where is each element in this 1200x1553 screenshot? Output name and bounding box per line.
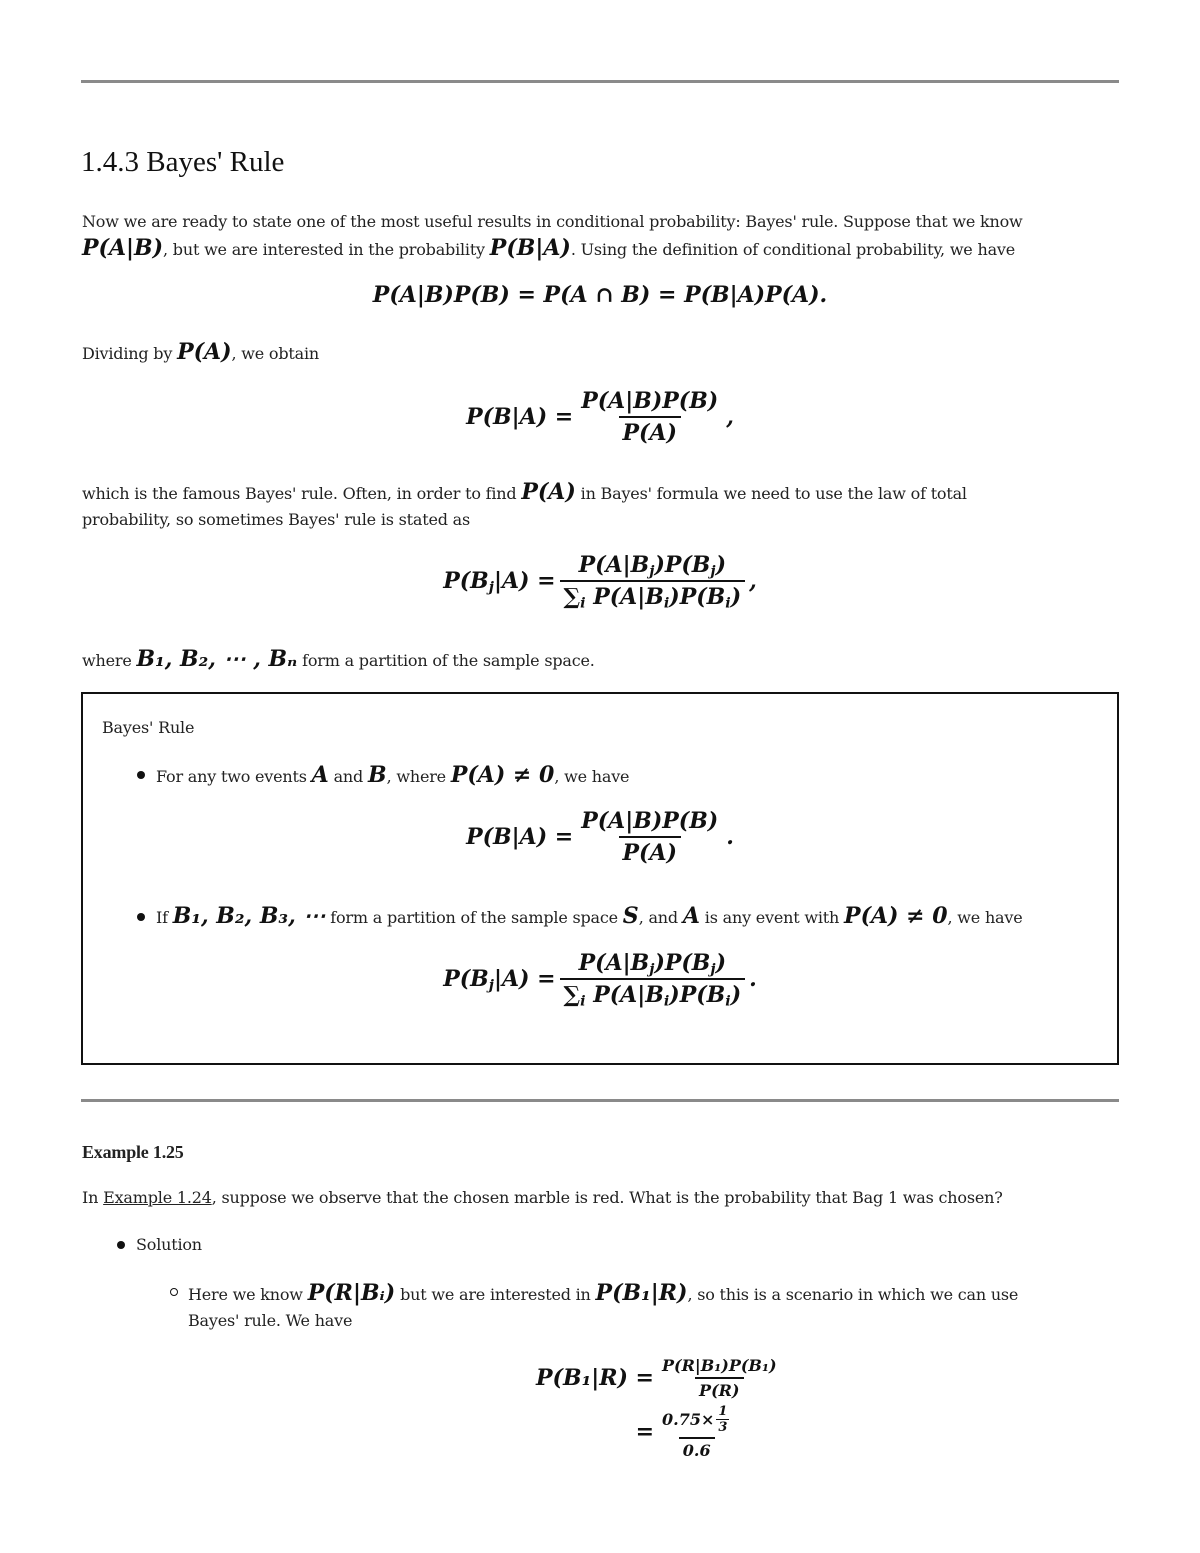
math-p-r-given-bi: P(R|Bᵢ)	[307, 1280, 396, 1306]
dividing-line	[82, 338, 319, 368]
box-eq-b-lhs-end: |A) =	[493, 966, 556, 992]
final-eq-numerator: P(R|B₁)P(B₁)	[662, 1356, 777, 1375]
final-eq-lhs: P(B₁|R) =	[536, 1365, 654, 1391]
equation-2	[0, 388, 1200, 446]
final-eq-2-numerator	[658, 1404, 735, 1437]
solution-bullet	[117, 1241, 125, 1249]
famous-line-1	[82, 478, 967, 508]
box-item-2	[156, 902, 1023, 932]
equation-3-lhs	[443, 568, 555, 594]
equation-2-lhs: P(B|A) =	[466, 404, 574, 430]
solution-post: , so this is a scenario in which we can use	[687, 1285, 1019, 1304]
box-eq-b-sum-sub: i	[580, 993, 586, 1010]
math-event-a-2: A	[682, 903, 700, 929]
where-post: form a partition of the sample space.	[297, 651, 595, 670]
box-bullet-2	[137, 913, 145, 921]
eq3-lhs-sub: j	[488, 579, 494, 596]
bayes-rule-box	[81, 692, 1119, 1065]
box-item-2-pre: If	[156, 908, 173, 927]
box-eq-b-end: .	[749, 966, 757, 992]
box-eq-b-denominator	[560, 978, 746, 1008]
box-eq-a-end: .	[726, 824, 734, 850]
intro-text-using: . Using the definition of conditional probability, we have	[570, 240, 1016, 259]
eq3-den-mid: )P(B	[669, 584, 726, 610]
top-divider	[81, 80, 1119, 83]
eq3-den-end: )	[730, 584, 742, 610]
box-eq-b-lhs-sub: j	[488, 977, 494, 994]
solution-pre: Here we know	[188, 1285, 308, 1304]
equation-3-end: ,	[749, 568, 757, 594]
famous-pre: which is the famous Bayes' rule. Often, in order to find	[82, 484, 522, 503]
equation-2-denominator: P(A)	[619, 416, 681, 446]
solution-sub-bullet	[170, 1288, 178, 1296]
box-eq-b-num-mid: )P(B	[654, 950, 711, 976]
inner-frac-den: 3	[718, 1420, 728, 1435]
solution-label[interactable]: Solution	[136, 1235, 202, 1254]
box-item-2-post: , we have	[947, 908, 1023, 927]
box-eq-b-lhs-a: P(B	[443, 966, 489, 992]
box-item-2-mid: form a partition of the sample space	[325, 908, 623, 927]
box-eq-b-numerator	[575, 950, 730, 978]
math-condition-1: P(A) ≠ 0	[450, 762, 555, 788]
math-p-a: P(A)	[177, 339, 232, 365]
box-eq-b-sum-symbol: ∑	[563, 982, 581, 1008]
eq3-num-sub2: j	[710, 563, 716, 580]
box-eq-b-num-end: )	[715, 950, 727, 976]
box-item-2-any: is any event with	[699, 908, 845, 927]
equation-3-numerator	[575, 552, 730, 580]
eq3-num-sub: j	[649, 563, 655, 580]
equation-3	[0, 552, 1200, 610]
box-item-1-post: , we have	[554, 767, 630, 786]
box-eq-b-lhs	[443, 966, 555, 992]
math-p-a-given-b: P(A|B)	[82, 235, 164, 261]
where-pre: where	[82, 651, 137, 670]
eq3-num-a: P(A|B	[578, 552, 650, 578]
example-pre: In	[82, 1188, 104, 1207]
eq3-den-a: P(A|B	[593, 584, 664, 610]
inner-frac-num: 1	[718, 1404, 728, 1419]
eq3-sum-sub: i	[580, 595, 586, 612]
example-1-24-link[interactable]: Example 1.24	[103, 1188, 212, 1207]
box-eq-b-den-a: P(A|B	[593, 982, 664, 1008]
math-condition-2: P(A) ≠ 0	[844, 903, 948, 929]
example-title: Example 1.25	[82, 1142, 184, 1162]
box-eq-a-numerator: P(A|B)P(B)	[581, 808, 719, 834]
box-eq-b-den-end: )	[730, 982, 742, 1008]
equation-2-fraction	[577, 388, 722, 446]
box-item-1-where: , where	[386, 767, 451, 786]
box-eq-b-den-mid: )P(B	[669, 982, 726, 1008]
where-line	[82, 645, 595, 675]
box-equation-a	[81, 808, 1119, 866]
eq3-num-mid: )P(B	[654, 552, 711, 578]
famous-line-2: probability, so sometimes Bayes' rule is stated as	[82, 510, 471, 529]
equation-1-text: P(A|B)P(B) = P(A ∩ B) = P(B|A)P(A).	[372, 282, 828, 308]
math-p-a-2: P(A)	[521, 479, 576, 505]
box-item-1	[156, 761, 629, 791]
solution-mid: but we are interested in	[395, 1285, 596, 1304]
math-p-b-given-a: P(B|A)	[489, 235, 571, 261]
final-eq-fraction-2	[658, 1404, 735, 1460]
famous-post: in Bayes' formula we need to use the law of total	[575, 484, 967, 503]
equation-1	[0, 282, 1200, 308]
equation-2-end: ,	[726, 404, 734, 430]
final-eq-2-denominator: 0.6	[679, 1437, 715, 1460]
box-bullet-1	[137, 771, 145, 779]
final-eq-equals: =	[635, 1419, 654, 1445]
math-partition: B₁, B₂, ⋯ , Bₙ	[136, 646, 298, 672]
box-eq-a-denominator: P(A)	[619, 836, 681, 866]
eq3-num-end: )	[715, 552, 727, 578]
equation-2-numerator: P(A|B)P(B)	[581, 388, 719, 414]
box-eq-b-fraction	[560, 950, 746, 1008]
box-eq-b-num-sub: j	[649, 961, 655, 978]
math-event-b: B	[367, 762, 387, 788]
box-eq-a-fraction	[577, 808, 722, 866]
box-title: Bayes' Rule	[102, 718, 195, 737]
example-post: , suppose we observe that the chosen marble is red. What is the probability that Bag 1 was chosen?	[211, 1188, 1003, 1207]
box-item-2-and: , and	[638, 908, 683, 927]
eq3-lhs-end: |A) =	[493, 568, 556, 594]
box-eq-b-num-sub2: j	[710, 961, 716, 978]
equation-3-denominator	[560, 580, 746, 610]
eq3-den-sub: i	[663, 595, 670, 612]
box-equation-b	[81, 950, 1119, 1008]
box-eq-b-num-a: P(A|B	[578, 950, 650, 976]
solution-line-2: Bayes' rule. We have	[188, 1311, 353, 1330]
final-eq-fraction	[658, 1356, 781, 1400]
eq3-sum-symbol: ∑	[563, 584, 581, 610]
box-eq-a-lhs: P(B|A) =	[466, 824, 574, 850]
box-eq-b-den-sub2: i	[725, 993, 731, 1010]
eq3-lhs-a: P(B	[443, 568, 489, 594]
intro-text-but: , but we are interested in the probability	[163, 240, 490, 259]
final-eq-denominator: P(R)	[695, 1377, 743, 1400]
final-equation	[516, 1356, 816, 1460]
box-item-1-and: and	[328, 767, 368, 786]
eq3-den-sub2: i	[725, 595, 731, 612]
intro-line-1: Now we are ready to state one of the most useful results in conditional probability: Bayes' rule. Suppose that we know	[82, 212, 1023, 231]
example-question	[82, 1184, 1003, 1212]
solution-line-1	[188, 1279, 1018, 1309]
box-eq-b-den-sub: i	[663, 993, 670, 1010]
final-eq-2-inner-fraction	[716, 1404, 729, 1435]
math-event-a: A	[311, 762, 329, 788]
dividing-pre: Dividing by	[82, 344, 178, 363]
dividing-post: , we obtain	[231, 344, 319, 363]
math-sequence: B₁, B₂, B₃, ⋯	[172, 903, 326, 929]
middle-divider	[81, 1099, 1119, 1102]
equation-3-fraction	[560, 552, 746, 610]
box-item-1-pre: For any two events	[156, 767, 312, 786]
math-p-b1-given-r: P(B₁|R)	[595, 1280, 688, 1306]
section-title: 1.4.3 Bayes' Rule	[81, 146, 285, 178]
intro-line-2	[82, 234, 1015, 264]
final-eq-2-num-value: 0.75×	[662, 1410, 715, 1429]
math-sample-space: S	[622, 903, 639, 929]
